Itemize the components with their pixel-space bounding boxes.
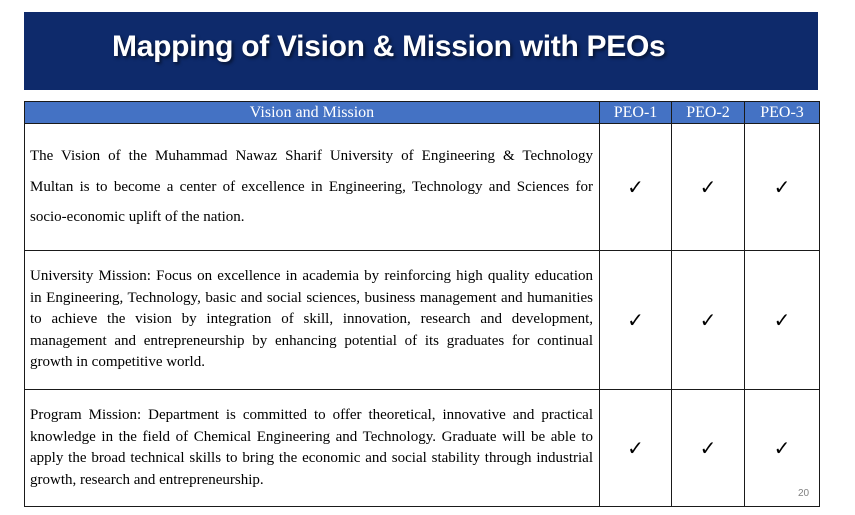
- title-bar: [24, 12, 818, 90]
- page-number: 20: [798, 488, 810, 499]
- university-mission-statement: University Mission: Focus on excellence in academia by reinforcing high quality education in Engineering, Technology, basic and social sciences, business management and humanities to achieve the vision by integration of skill, innovation, research and development, management and entrepreneurship by enhancing potential of its graduates for continual growth in competitive world.: [25, 251, 600, 390]
- check-mark-icon: ✓: [600, 251, 672, 390]
- header-vision-mission: Vision and Mission: [25, 102, 600, 124]
- table-row: [25, 124, 820, 251]
- check-mark-icon: ✓: [672, 124, 745, 251]
- table-row: [25, 251, 820, 390]
- header-peo-1: PEO-1: [600, 102, 672, 124]
- check-mark-icon: ✓: [600, 390, 672, 507]
- check-mark-icon: ✓: [672, 390, 745, 507]
- header-peo-3: PEO-3: [745, 102, 820, 124]
- header-row: [25, 102, 820, 124]
- program-mission-statement: Program Mission: Department is committed to offer theoretical, innovative and practical knowledge in the field of Chemical Engineering and Technology. Graduate will be able to apply the broad technical skills to bring the economic and social stability through industrial growth, research and entrepreneurship.: [25, 390, 600, 507]
- check-mark-icon: ✓: [745, 124, 820, 251]
- check-mark-icon: ✓: [600, 124, 672, 251]
- mapping-table: [24, 101, 820, 507]
- slide-title: Mapping of Vision & Mission with PEOs: [112, 30, 666, 63]
- check-mark-icon: ✓: [745, 390, 820, 507]
- vision-statement: The Vision of the Muhammad Nawaz Sharif University of Engineering & Technology Multan is to become a center of excellence in Engineering, Technology and Sciences for socio-economic uplift of the nation.: [25, 124, 600, 251]
- check-mark-icon: ✓: [745, 251, 820, 390]
- header-peo-2: PEO-2: [672, 102, 745, 124]
- table-row: [25, 390, 820, 507]
- check-mark-icon: ✓: [672, 251, 745, 390]
